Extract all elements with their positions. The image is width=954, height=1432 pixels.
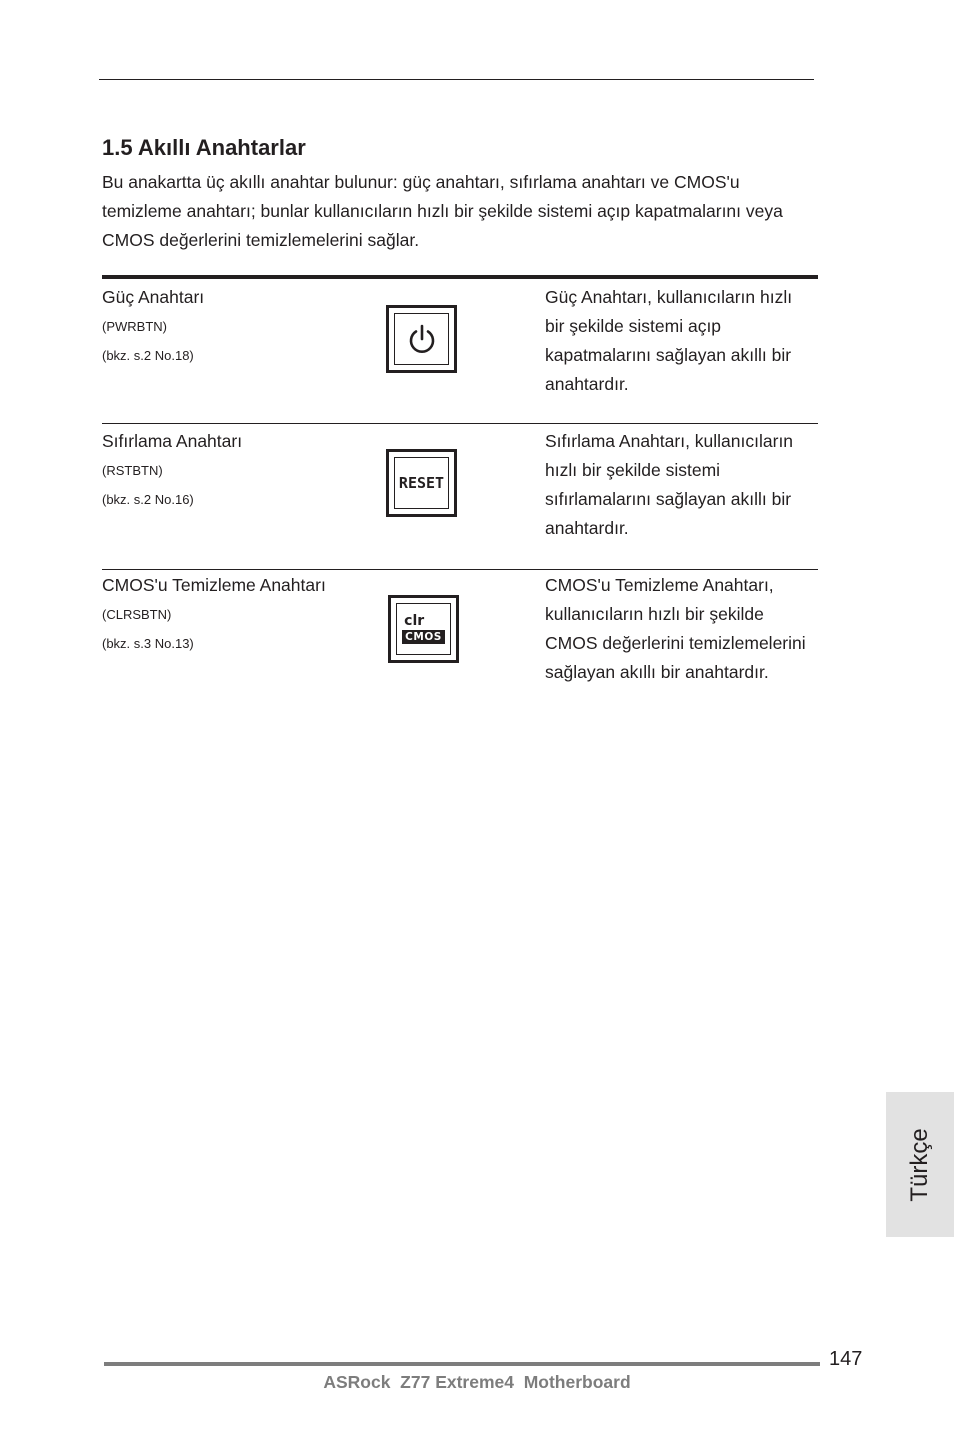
section-intro: Bu anakartta üç akıllı anahtar bulunur: güç anahtarı, sıfırlama anahtarı ve CMOS'u temizleme anahtarı; bunlar kullanıcıların hızlı bir şekilde sistemi açıp kapatmalarını veya CMOS değerlerini temizlemelerini sağlar. (102, 172, 783, 250)
footer-product-name: ASRock Z77 Extreme4 Motherboard (323, 1372, 631, 1392)
power-icon (386, 305, 457, 373)
table-top-rule (102, 275, 818, 279)
row-divider (102, 423, 818, 424)
top-rule (99, 79, 814, 80)
page-number: 147 (829, 1348, 863, 1370)
switch-name: CMOS'u Temizleme Anahtarı (102, 575, 326, 595)
reset-icon (386, 449, 457, 517)
switch-description: Sıfırlama Anahtarı, kullanıcıların hızlı bir şekilde sistemi sıfırlamalarını sağlayan akıllı bir anahtardır. (545, 431, 794, 538)
switch-description: Güç Anahtarı, kullanıcıların hızlı bir şekilde sistemi açıp kapatmalarını sağlayan akıllı bir anahtardır. (545, 287, 793, 394)
language-tab-label: Türkçe (906, 1127, 933, 1202)
switch-ref: (bkz. s.3 No.13) (102, 636, 194, 651)
switch-name: Sıfırlama Anahtarı (102, 431, 243, 451)
switch-ref: (bkz. s.2 No.16) (102, 492, 194, 507)
switch-description: CMOS'u Temizleme Anahtarı, kullanıcıların hızlı bir şekilde CMOS değerlerini temizlemelerini sağlayan akıllı bir anahtardır. (545, 575, 806, 682)
clear-cmos-icon-label-bottom: CMOS (402, 630, 445, 644)
row-divider (102, 569, 818, 570)
switch-code: (CLRSBTN) (102, 607, 172, 622)
language-tab (886, 1092, 954, 1237)
switch-ref: (bkz. s.2 No.18) (102, 348, 194, 363)
switch-name: Güç Anahtarı (102, 287, 205, 307)
section-title: 1.5 Akıllı Anahtarlar (102, 135, 306, 160)
switch-code: (PWRBTN) (102, 319, 167, 334)
switch-code: (RSTBTN) (102, 463, 163, 478)
clear-cmos-icon (388, 595, 459, 663)
reset-icon-label: RESET (398, 474, 445, 492)
footer-rule (104, 1362, 820, 1366)
clear-cmos-icon-label-top: clr (404, 613, 425, 629)
